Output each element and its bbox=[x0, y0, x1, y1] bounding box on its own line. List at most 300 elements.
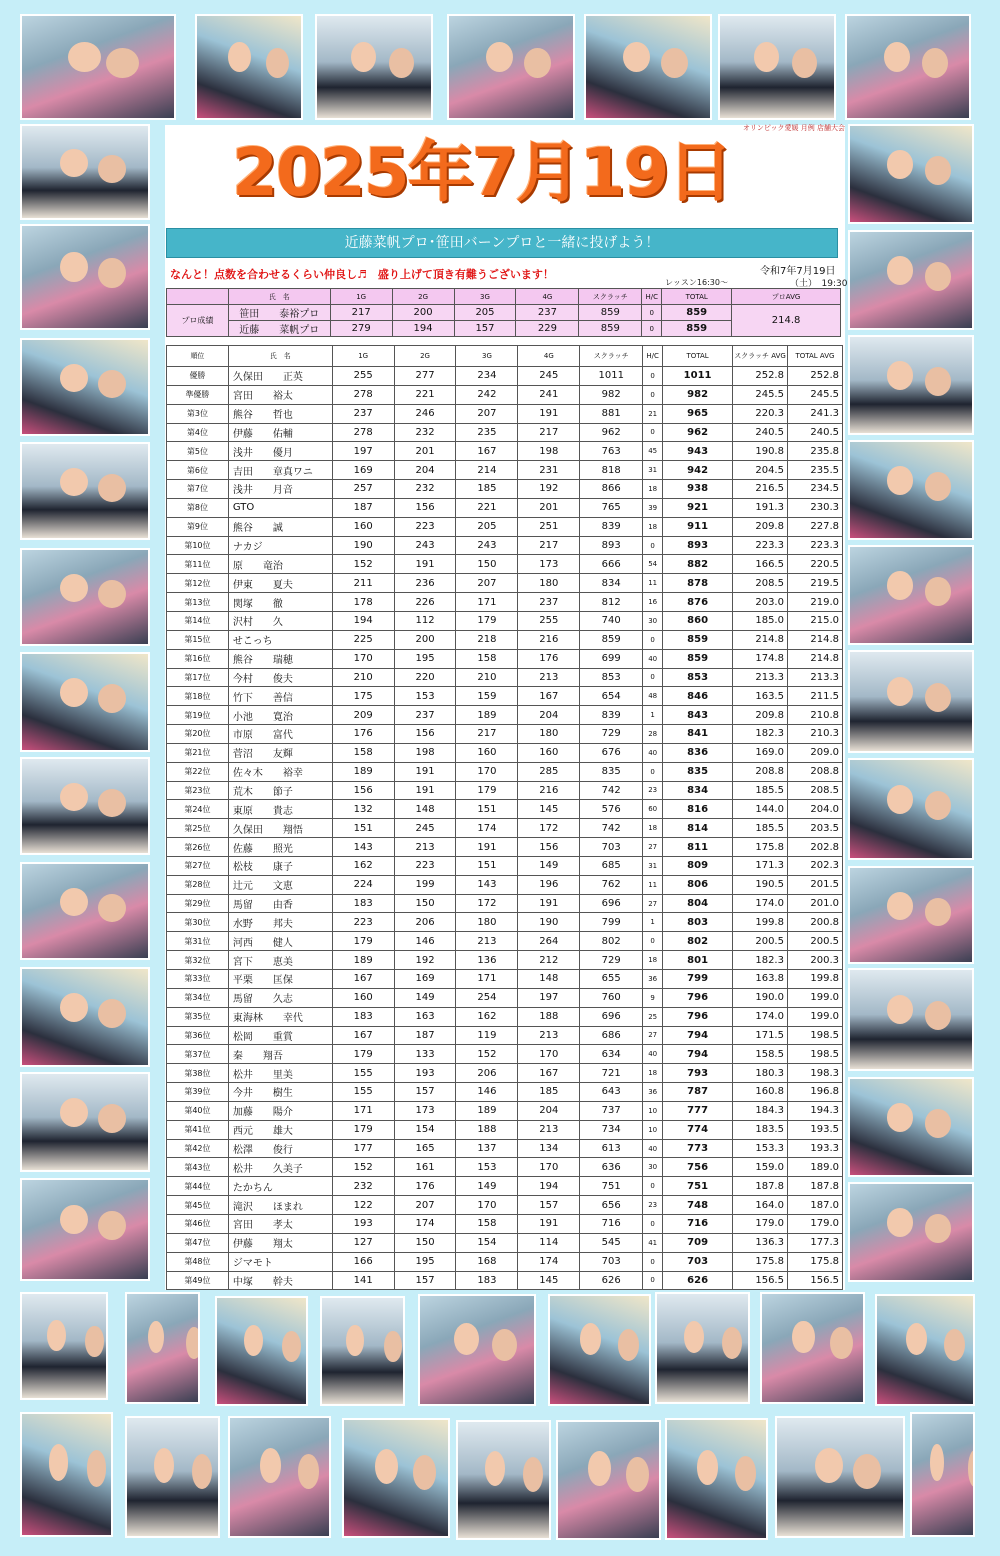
event-photo bbox=[20, 757, 150, 855]
event-photo bbox=[548, 1294, 651, 1406]
game-1: 190 bbox=[332, 536, 394, 555]
scratch-avg: 200.5 bbox=[733, 932, 788, 951]
event-photo bbox=[848, 230, 974, 330]
total-avg: 203.5 bbox=[787, 819, 842, 838]
player-name: 松井 里美 bbox=[228, 1064, 332, 1083]
pro-scratch: 859 bbox=[579, 321, 642, 337]
game-3: 151 bbox=[456, 800, 518, 819]
total-avg: 213.3 bbox=[787, 668, 842, 687]
rank: 第27位 bbox=[167, 856, 229, 875]
game-3: 234 bbox=[456, 367, 518, 386]
total: 774 bbox=[663, 1120, 733, 1139]
rank: 第26位 bbox=[167, 838, 229, 857]
total-avg: 235.5 bbox=[787, 461, 842, 480]
player-name: 松井 久美子 bbox=[228, 1158, 332, 1177]
event-photo bbox=[910, 1412, 975, 1537]
scratch-avg: 208.8 bbox=[733, 762, 788, 781]
scratch: 716 bbox=[580, 1214, 643, 1233]
game-4: 204 bbox=[518, 1101, 580, 1120]
total-avg: 193.5 bbox=[787, 1120, 842, 1139]
rank: 第35位 bbox=[167, 1007, 229, 1026]
scratch: 576 bbox=[580, 800, 643, 819]
player-name: 松澤 俊行 bbox=[228, 1139, 332, 1158]
player-name: 河西 健人 bbox=[228, 932, 332, 951]
total-avg: 198.3 bbox=[787, 1064, 842, 1083]
rank: 第24位 bbox=[167, 800, 229, 819]
table-row bbox=[167, 725, 843, 744]
player-name: 東海林 幸代 bbox=[228, 1007, 332, 1026]
rank: 第22位 bbox=[167, 762, 229, 781]
game-1: 158 bbox=[332, 743, 394, 762]
scratch: 763 bbox=[580, 442, 643, 461]
game-2: 169 bbox=[394, 970, 456, 989]
total: 814 bbox=[663, 819, 733, 838]
scratch-avg: 190.0 bbox=[733, 988, 788, 1007]
scratch: 742 bbox=[580, 819, 643, 838]
game-2: 150 bbox=[394, 894, 456, 913]
total: 787 bbox=[663, 1083, 733, 1102]
game-3: 158 bbox=[456, 649, 518, 668]
scratch: 762 bbox=[580, 875, 643, 894]
event-photo bbox=[848, 968, 974, 1071]
player-name: 原 竜治 bbox=[228, 555, 332, 574]
pro-header-total: TOTAL bbox=[662, 289, 732, 305]
total: 793 bbox=[663, 1064, 733, 1083]
scratch-avg: 174.0 bbox=[733, 894, 788, 913]
total-avg: 214.8 bbox=[787, 630, 842, 649]
scratch: 881 bbox=[580, 404, 643, 423]
handicap: 40 bbox=[643, 649, 663, 668]
total: 938 bbox=[663, 480, 733, 499]
game-2: 195 bbox=[394, 1252, 456, 1271]
total-avg: 220.5 bbox=[787, 555, 842, 574]
game-3: 158 bbox=[456, 1214, 518, 1233]
handicap: 0 bbox=[643, 630, 663, 649]
event-photo bbox=[845, 14, 971, 120]
table-row bbox=[167, 555, 843, 574]
handicap: 21 bbox=[643, 404, 663, 423]
game-2: 187 bbox=[394, 1026, 456, 1045]
game-4: 157 bbox=[518, 1196, 580, 1215]
table-row bbox=[167, 1026, 843, 1045]
total-avg: 198.5 bbox=[787, 1045, 842, 1064]
game-4: 170 bbox=[518, 1045, 580, 1064]
table-row bbox=[167, 800, 843, 819]
rank: 第38位 bbox=[167, 1064, 229, 1083]
total-avg: 194.3 bbox=[787, 1101, 842, 1120]
rank: 第30位 bbox=[167, 913, 229, 932]
game-3: 170 bbox=[456, 1196, 518, 1215]
header-name: 氏 名 bbox=[228, 346, 332, 367]
scratch-avg: 183.5 bbox=[733, 1120, 788, 1139]
scratch: 866 bbox=[580, 480, 643, 499]
handicap: 31 bbox=[643, 856, 663, 875]
game-3: 172 bbox=[456, 894, 518, 913]
table-row bbox=[167, 1233, 843, 1252]
event-photo bbox=[665, 1418, 768, 1540]
rank: 優勝 bbox=[167, 367, 229, 386]
game-3: 151 bbox=[456, 856, 518, 875]
game-2: 133 bbox=[394, 1045, 456, 1064]
table-row bbox=[167, 385, 843, 404]
table-row bbox=[167, 611, 843, 630]
player-name: 久保田 翔悟 bbox=[228, 819, 332, 838]
player-name: 吉田 章真ワニ bbox=[228, 461, 332, 480]
event-banner: 近藤菜帆プロ･笹田バーンプロと一緒に投げよう！ bbox=[166, 228, 838, 258]
scratch: 696 bbox=[580, 1007, 643, 1026]
game-3: 146 bbox=[456, 1083, 518, 1102]
game-1: 127 bbox=[332, 1233, 394, 1252]
game-3: 179 bbox=[456, 611, 518, 630]
scratch: 962 bbox=[580, 423, 643, 442]
game-1: 232 bbox=[332, 1177, 394, 1196]
player-name: ジマモト bbox=[228, 1252, 332, 1271]
game-4: 191 bbox=[518, 894, 580, 913]
scratch: 893 bbox=[580, 536, 643, 555]
total-avg: 204.0 bbox=[787, 800, 842, 819]
total-avg: 189.0 bbox=[787, 1158, 842, 1177]
scratch: 676 bbox=[580, 743, 643, 762]
player-name: 沢村 久 bbox=[228, 611, 332, 630]
game-2: 195 bbox=[394, 649, 456, 668]
game-3: 185 bbox=[456, 480, 518, 499]
game-1: 225 bbox=[332, 630, 394, 649]
event-photo bbox=[20, 652, 150, 752]
handicap: 11 bbox=[643, 574, 663, 593]
game-1: 189 bbox=[332, 762, 394, 781]
rank: 第19位 bbox=[167, 706, 229, 725]
game-2: 207 bbox=[394, 1196, 456, 1215]
rank: 第5位 bbox=[167, 442, 229, 461]
handicap: 0 bbox=[643, 1252, 663, 1271]
game-3: 183 bbox=[456, 1271, 518, 1290]
total-avg: 199.0 bbox=[787, 1007, 842, 1026]
header-scratch: スクラッチ bbox=[580, 346, 643, 367]
total: 816 bbox=[663, 800, 733, 819]
scratch: 729 bbox=[580, 951, 643, 970]
player-name: 今村 俊夫 bbox=[228, 668, 332, 687]
game-1: 155 bbox=[332, 1064, 394, 1083]
header-g4: 4G bbox=[518, 346, 580, 367]
game-1: 166 bbox=[332, 1252, 394, 1271]
game-4: 213 bbox=[518, 1026, 580, 1045]
game-3: 160 bbox=[456, 743, 518, 762]
handicap: 30 bbox=[643, 1158, 663, 1177]
event-photo bbox=[20, 548, 150, 646]
game-2: 157 bbox=[394, 1083, 456, 1102]
event-photo bbox=[718, 14, 836, 120]
total: 1011 bbox=[663, 367, 733, 386]
rank: 第12位 bbox=[167, 574, 229, 593]
total: 796 bbox=[663, 1007, 733, 1026]
pro-g4: 229 bbox=[516, 321, 579, 337]
total-avg: 187.0 bbox=[787, 1196, 842, 1215]
handicap: 0 bbox=[643, 423, 663, 442]
scratch: 802 bbox=[580, 932, 643, 951]
total-avg: 199.8 bbox=[787, 970, 842, 989]
table-row bbox=[167, 649, 843, 668]
total: 801 bbox=[663, 951, 733, 970]
scratch: 839 bbox=[580, 517, 643, 536]
scratch: 634 bbox=[580, 1045, 643, 1064]
total: 841 bbox=[663, 725, 733, 744]
rank: 第32位 bbox=[167, 951, 229, 970]
handicap: 39 bbox=[643, 498, 663, 517]
scratch: 751 bbox=[580, 1177, 643, 1196]
table-row bbox=[167, 856, 843, 875]
handicap: 18 bbox=[643, 951, 663, 970]
game-2: 223 bbox=[394, 856, 456, 875]
game-4: 255 bbox=[518, 611, 580, 630]
player-name: 秦 翔吾 bbox=[228, 1045, 332, 1064]
player-name: 松枝 康子 bbox=[228, 856, 332, 875]
game-3: 159 bbox=[456, 687, 518, 706]
scratch-avg: 214.8 bbox=[733, 630, 788, 649]
game-4: 196 bbox=[518, 875, 580, 894]
game-4: 176 bbox=[518, 649, 580, 668]
handicap: 27 bbox=[643, 838, 663, 857]
pro-header-g4: 4G bbox=[516, 289, 579, 305]
scratch-avg: 175.8 bbox=[733, 1252, 788, 1271]
game-4: 285 bbox=[518, 762, 580, 781]
rank: 第14位 bbox=[167, 611, 229, 630]
pro-total: 859 bbox=[662, 305, 732, 321]
event-photo bbox=[20, 124, 150, 220]
scratch: 799 bbox=[580, 913, 643, 932]
game-4: 180 bbox=[518, 725, 580, 744]
scratch: 721 bbox=[580, 1064, 643, 1083]
handicap: 0 bbox=[643, 762, 663, 781]
table-row bbox=[167, 894, 843, 913]
player-name: 馬留 久志 bbox=[228, 988, 332, 1007]
total-avg: 200.3 bbox=[787, 951, 842, 970]
table-row bbox=[167, 668, 843, 687]
table-row bbox=[167, 1101, 843, 1120]
total-avg: 240.5 bbox=[787, 423, 842, 442]
pro-g1: 279 bbox=[330, 321, 392, 337]
game-3: 179 bbox=[456, 781, 518, 800]
scratch: 737 bbox=[580, 1101, 643, 1120]
scratch-avg: 180.3 bbox=[733, 1064, 788, 1083]
scratch: 643 bbox=[580, 1083, 643, 1102]
rank: 第28位 bbox=[167, 875, 229, 894]
table-row bbox=[167, 932, 843, 951]
scratch: 685 bbox=[580, 856, 643, 875]
total-avg: 219.0 bbox=[787, 593, 842, 612]
game-2: 149 bbox=[394, 988, 456, 1007]
game-1: 171 bbox=[332, 1101, 394, 1120]
total: 942 bbox=[663, 461, 733, 480]
total: 878 bbox=[663, 574, 733, 593]
game-4: 192 bbox=[518, 480, 580, 499]
game-3: 254 bbox=[456, 988, 518, 1007]
total: 777 bbox=[663, 1101, 733, 1120]
total: 843 bbox=[663, 706, 733, 725]
game-2: 213 bbox=[394, 838, 456, 857]
scratch-avg: 174.0 bbox=[733, 1007, 788, 1026]
game-3: 143 bbox=[456, 875, 518, 894]
game-1: 223 bbox=[332, 913, 394, 932]
game-1: 183 bbox=[332, 1007, 394, 1026]
rank: 第16位 bbox=[167, 649, 229, 668]
player-name: 東原 貴志 bbox=[228, 800, 332, 819]
game-3: 136 bbox=[456, 951, 518, 970]
game-2: 246 bbox=[394, 404, 456, 423]
game-2: 191 bbox=[394, 781, 456, 800]
table-row bbox=[167, 743, 843, 762]
rank: 第29位 bbox=[167, 894, 229, 913]
game-2: 200 bbox=[394, 630, 456, 649]
event-photo bbox=[315, 14, 433, 120]
scratch-avg: 204.5 bbox=[733, 461, 788, 480]
game-3: 210 bbox=[456, 668, 518, 687]
game-4: 213 bbox=[518, 668, 580, 687]
game-4: 191 bbox=[518, 1214, 580, 1233]
scratch-avg: 182.3 bbox=[733, 725, 788, 744]
game-3: 188 bbox=[456, 1120, 518, 1139]
scratch: 740 bbox=[580, 611, 643, 630]
total-avg: 227.8 bbox=[787, 517, 842, 536]
game-3: 137 bbox=[456, 1139, 518, 1158]
total-avg: 200.8 bbox=[787, 913, 842, 932]
game-2: 223 bbox=[394, 517, 456, 536]
table-row bbox=[167, 706, 843, 725]
game-4: 185 bbox=[518, 1083, 580, 1102]
total-avg: 211.5 bbox=[787, 687, 842, 706]
scratch-avg: 159.0 bbox=[733, 1158, 788, 1177]
game-1: 224 bbox=[332, 875, 394, 894]
game-4: 201 bbox=[518, 498, 580, 517]
total: 853 bbox=[663, 668, 733, 687]
game-1: 183 bbox=[332, 894, 394, 913]
event-date: 令和7年7月19日 bbox=[760, 266, 836, 277]
pro-label: プロ成績 bbox=[167, 305, 229, 337]
table-row bbox=[167, 988, 843, 1007]
game-1: 209 bbox=[332, 706, 394, 725]
total-avg: 177.3 bbox=[787, 1233, 842, 1252]
event-photo bbox=[195, 14, 303, 120]
game-2: 199 bbox=[394, 875, 456, 894]
pro-g3: 205 bbox=[454, 305, 516, 321]
game-2: 112 bbox=[394, 611, 456, 630]
total-avg: 210.3 bbox=[787, 725, 842, 744]
header-rank: 順位 bbox=[167, 346, 229, 367]
scratch-avg: 160.8 bbox=[733, 1083, 788, 1102]
total: 748 bbox=[663, 1196, 733, 1215]
handicap: 31 bbox=[643, 461, 663, 480]
total-avg: 215.0 bbox=[787, 611, 842, 630]
game-3: 162 bbox=[456, 1007, 518, 1026]
handicap: 18 bbox=[643, 819, 663, 838]
event-photo bbox=[456, 1420, 551, 1540]
game-1: 160 bbox=[332, 988, 394, 1007]
handicap: 0 bbox=[643, 1177, 663, 1196]
game-3: 207 bbox=[456, 574, 518, 593]
player-name: 伊東 夏夫 bbox=[228, 574, 332, 593]
total: 846 bbox=[663, 687, 733, 706]
game-4: 251 bbox=[518, 517, 580, 536]
game-2: 245 bbox=[394, 819, 456, 838]
game-3: 235 bbox=[456, 423, 518, 442]
game-3: 149 bbox=[456, 1177, 518, 1196]
pro-header-avg: プロAVG bbox=[732, 289, 841, 305]
total: 834 bbox=[663, 781, 733, 800]
player-name: 竹下 善信 bbox=[228, 687, 332, 706]
pro-name: 笹田 泰裕プロ bbox=[228, 305, 330, 321]
table-row bbox=[167, 781, 843, 800]
header-g1: 1G bbox=[332, 346, 394, 367]
handicap: 1 bbox=[643, 706, 663, 725]
scratch-avg: 245.5 bbox=[733, 385, 788, 404]
table-row bbox=[167, 367, 843, 386]
event-photo bbox=[655, 1292, 750, 1404]
game-4: 217 bbox=[518, 423, 580, 442]
total: 756 bbox=[663, 1158, 733, 1177]
game-1: 152 bbox=[332, 555, 394, 574]
pro-hc: 0 bbox=[642, 321, 662, 337]
table-row bbox=[167, 442, 843, 461]
game-3: 214 bbox=[456, 461, 518, 480]
game-2: 206 bbox=[394, 913, 456, 932]
table-row bbox=[167, 574, 843, 593]
game-2: 148 bbox=[394, 800, 456, 819]
rank: 第8位 bbox=[167, 498, 229, 517]
rank: 第7位 bbox=[167, 480, 229, 499]
scratch: 655 bbox=[580, 970, 643, 989]
player-name: 佐々木 裕幸 bbox=[228, 762, 332, 781]
game-1: 162 bbox=[332, 856, 394, 875]
scratch: 654 bbox=[580, 687, 643, 706]
total-avg: 175.8 bbox=[787, 1252, 842, 1271]
scratch: 859 bbox=[580, 630, 643, 649]
handicap: 11 bbox=[643, 875, 663, 894]
scratch-avg: 199.8 bbox=[733, 913, 788, 932]
event-photo bbox=[848, 545, 974, 645]
handicap: 0 bbox=[643, 932, 663, 951]
game-4: 170 bbox=[518, 1158, 580, 1177]
game-2: 191 bbox=[394, 555, 456, 574]
total-avg: 201.0 bbox=[787, 894, 842, 913]
rank: 第21位 bbox=[167, 743, 229, 762]
game-1: 132 bbox=[332, 800, 394, 819]
total: 893 bbox=[663, 536, 733, 555]
table-row bbox=[167, 480, 843, 499]
game-2: 174 bbox=[394, 1214, 456, 1233]
total: 751 bbox=[663, 1177, 733, 1196]
scratch-avg: 191.3 bbox=[733, 498, 788, 517]
rank: 第6位 bbox=[167, 461, 229, 480]
scratch-avg: 156.5 bbox=[733, 1271, 788, 1290]
results-table bbox=[166, 345, 843, 1290]
game-1: 255 bbox=[332, 367, 394, 386]
rank: 第13位 bbox=[167, 593, 229, 612]
header-total-avg: TOTAL AVG bbox=[787, 346, 842, 367]
player-name: 馬留 由香 bbox=[228, 894, 332, 913]
player-name: 久保田 正英 bbox=[228, 367, 332, 386]
total: 836 bbox=[663, 743, 733, 762]
rank: 第46位 bbox=[167, 1214, 229, 1233]
handicap: 0 bbox=[643, 1214, 663, 1233]
game-2: 154 bbox=[394, 1120, 456, 1139]
event-photo bbox=[20, 862, 150, 960]
table-row bbox=[167, 1083, 843, 1102]
table-row bbox=[167, 1214, 843, 1233]
table-row bbox=[167, 1177, 843, 1196]
rank: 第36位 bbox=[167, 1026, 229, 1045]
game-1: 156 bbox=[332, 781, 394, 800]
scratch-avg: 153.3 bbox=[733, 1139, 788, 1158]
game-2: 220 bbox=[394, 668, 456, 687]
